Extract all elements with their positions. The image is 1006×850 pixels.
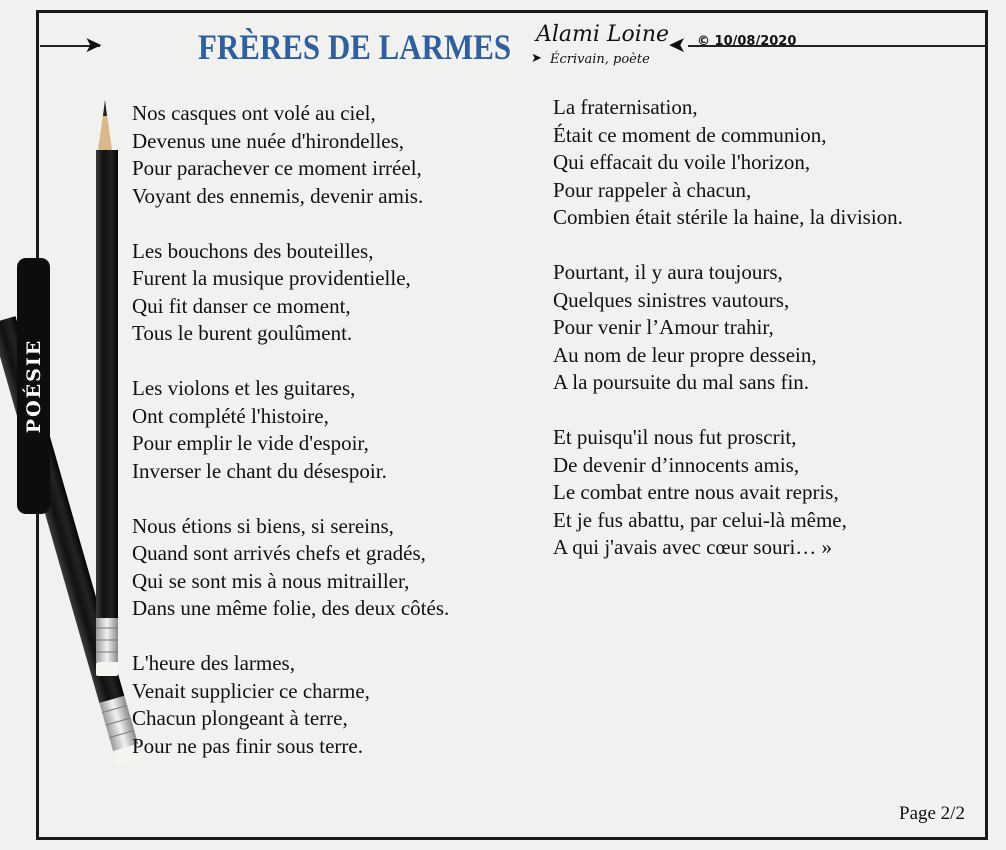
vertical-pencil xyxy=(96,100,118,676)
category-tab xyxy=(17,258,50,514)
poem-line: Qui se sont mis à nous mitrailler, xyxy=(132,568,410,593)
stanza xyxy=(553,259,903,397)
poem-line: Au nom de leur propre dessein, xyxy=(553,342,817,367)
poem-line: Qui effacait du voile l'horizon, xyxy=(553,150,811,174)
poem-line: Combien était stérile la haine, la division. xyxy=(553,205,903,229)
poem-line: A qui j'avais avec cœur souri… » xyxy=(553,535,833,559)
poem-line: Pour ne pas finir sous terre. xyxy=(132,733,363,758)
poem-line: Quelques sinistres vautours, xyxy=(553,287,790,312)
poem-line: Dans une même folie, des deux côtés. xyxy=(132,596,450,620)
author-signature: Alami Loine xyxy=(536,22,670,47)
poem-line: L'heure des larmes, xyxy=(132,651,295,675)
poem-line: La fraternisation, xyxy=(553,95,698,119)
poem-line: Inverser le chant du désespoir. xyxy=(132,458,387,483)
poem-line: Était ce moment de communion, xyxy=(553,122,827,147)
poem-line: Pour emplir le vide d'espoir, xyxy=(132,431,369,455)
poem-line: Qui fit danser ce moment, xyxy=(132,293,351,318)
poem-left-column xyxy=(132,100,449,788)
poem-line: Voyant des ennemis, devenir amis. xyxy=(132,183,424,208)
poem-line: De devenir d’innocents amis, xyxy=(553,452,800,477)
poem-line: Pour parachever ce moment irréel, xyxy=(132,156,422,180)
stanza xyxy=(132,238,449,348)
poem-line: Le combat entre nous avait repris, xyxy=(553,480,839,504)
poem-line: Les violons et les guitares, xyxy=(132,376,356,400)
stanza xyxy=(132,650,449,760)
poem-line: Furent la musique providentielle, xyxy=(132,266,411,290)
poem-line: Et puisqu'il nous fut proscrit, xyxy=(553,425,797,449)
poem-line: Devenus une nuée d'hirondelles, xyxy=(132,128,405,153)
poem-line: Nous étions si biens, si sereins, xyxy=(132,513,394,538)
poem-title: FRÈRES DE LARMES xyxy=(198,27,512,67)
stanza xyxy=(553,94,903,232)
page-number: Page 2/2 xyxy=(899,803,965,824)
poem-line: Pour venir l’Amour trahir, xyxy=(553,315,774,339)
author-role: Écrivain, poète xyxy=(550,52,650,67)
poem-line: Et je fus abattu, par celui-là même, xyxy=(553,507,847,532)
stanza xyxy=(132,513,449,623)
poem-line: Pour rappeler à chacun, xyxy=(553,177,752,202)
poem-line: Les bouchons des bouteilles, xyxy=(132,238,374,263)
category-label: POÉSIE xyxy=(22,338,45,434)
stanza xyxy=(132,100,449,210)
stanza xyxy=(553,424,903,562)
poem-line: Tous le burent goulûment. xyxy=(132,321,353,345)
stanza xyxy=(132,375,449,485)
poem-line: Quand sont arrivés chefs et gradés, xyxy=(132,541,426,565)
poem-line: Pourtant, il y aura toujours, xyxy=(553,260,783,284)
arrow-right-icon: ➤ xyxy=(84,33,103,58)
arrow-left-icon: ➤ xyxy=(668,33,687,58)
poem-line: A la poursuite du mal sans fin. xyxy=(553,370,810,394)
poem-line: Venait supplicier ce charme, xyxy=(132,678,370,703)
poem-line: Chacun plongeant à terre, xyxy=(132,706,348,730)
paper-plane-icon: ➤ xyxy=(531,51,542,66)
copyright-date: © 10/08/2020 xyxy=(697,34,797,49)
poem-line: Ont complété l'histoire, xyxy=(132,403,329,428)
poem-right-column xyxy=(553,94,903,589)
poem-line: Nos casques ont volé au ciel, xyxy=(132,101,376,125)
